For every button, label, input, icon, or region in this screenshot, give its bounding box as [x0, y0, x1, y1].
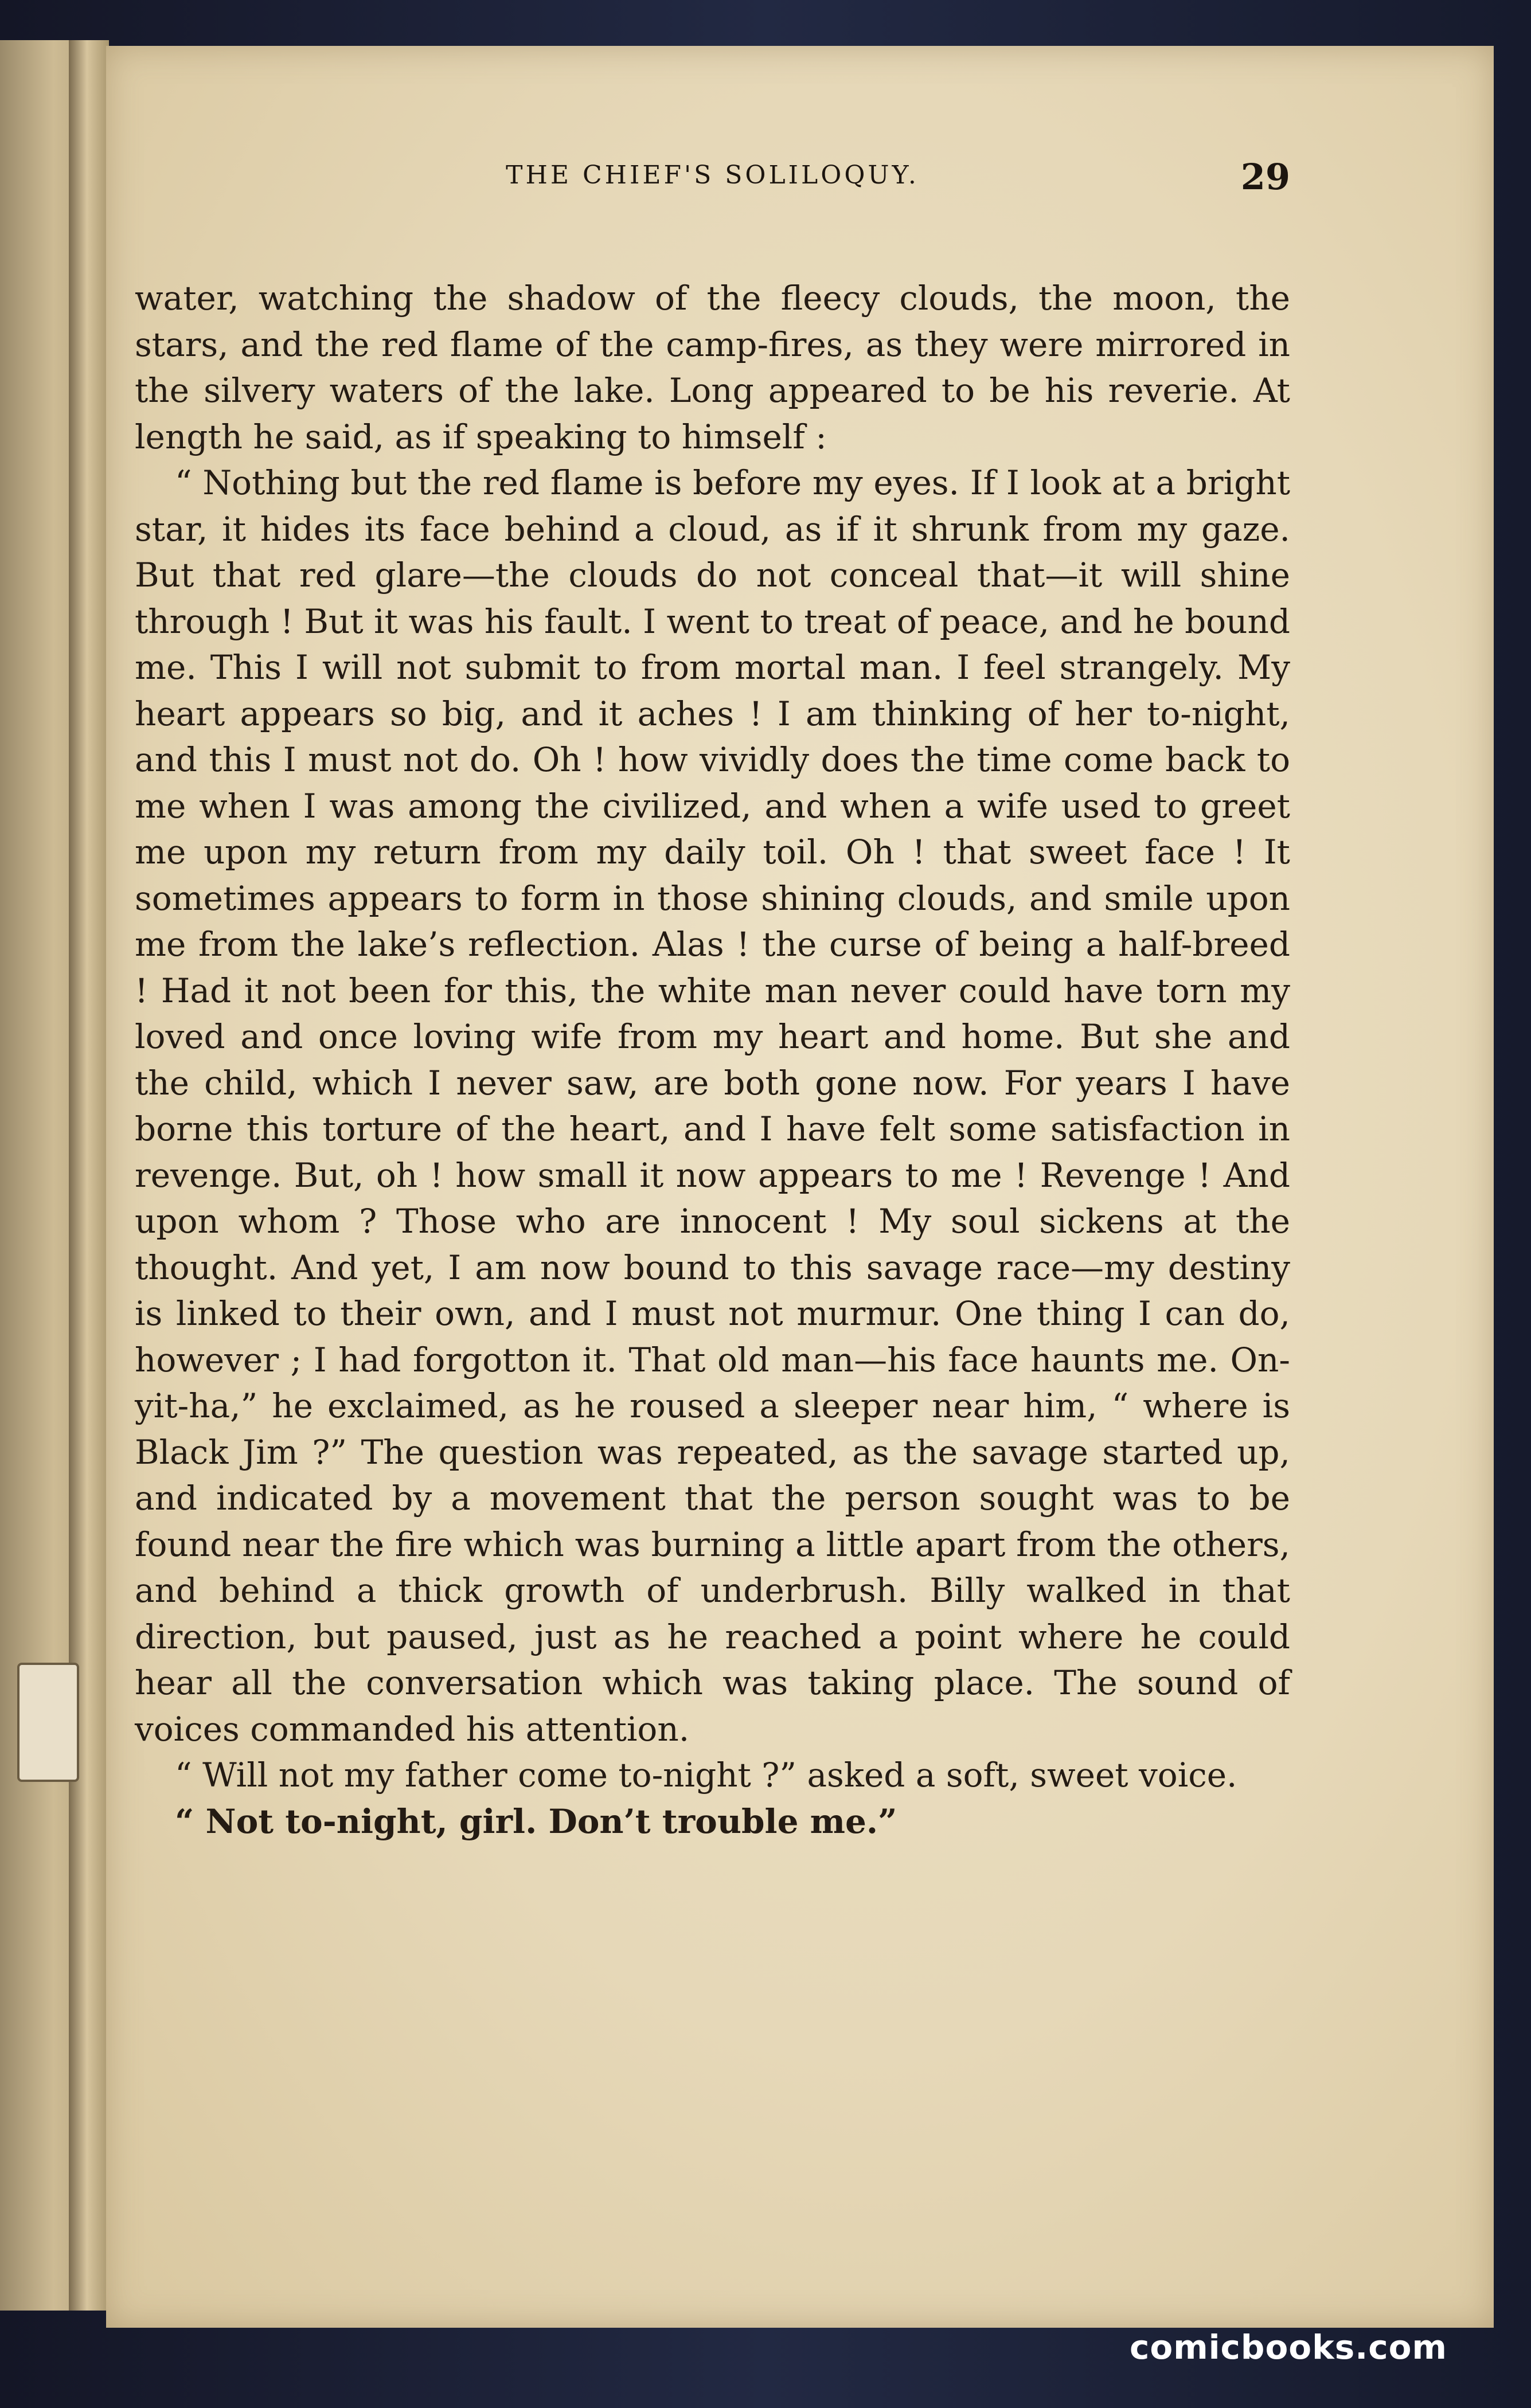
book-spine [69, 40, 109, 2311]
page-header [135, 143, 1290, 212]
paragraph-continuation: water, watching the shadow of the fleecy clouds, the moon, the stars, and the red flame of the camp-fires, as they were mirrored in the silvery waters of the lake. Long appeared to be his reverie. At length he said, as if speaking to himself : [135, 279, 1290, 456]
page-number: 29 [1240, 156, 1290, 198]
paragraph-question: “ Will not my father come to-night ?” asked a soft, sweet voice. [175, 1756, 1237, 1795]
running-head: THE CHIEF'S SOLILOQUY. [506, 161, 919, 190]
paragraph-reply: “ Not to-night, girl. Don’t trouble me.” [175, 1801, 897, 1841]
paragraph-soliloquy: “ Nothing but the red flame is before my eyes. If I look at a bright star, it hides its face behind a cloud, as if it shrunk from my gaze. But that red glare—the clouds do not conceal that—it will shine through ! But it was his fault. I went to treat of peace, and he bound me. This I will not submit to from mortal man. I feel strangely. My heart appears so big, and it aches ! I am thinking of her to-night, and this I must not do. Oh ! how vividly does the time come back to me when I was among the civilized, and when a wife used to greet me upon my return from my daily toil. Oh ! that sweet face ! It sometimes appears to form in those shining clouds, and smile upon me from the lake’s reflection. Alas ! the curse of being a half-breed ! Had it not been for this, the white man never could have torn my loved and once loving wife from my heart and home. But she and the child, which I never saw, are both gone now. For years I have borne this torture of the heart, and I have felt some satisfaction in revenge. But, oh ! how small it now appears to me ! Revenge ! And upon whom ? Those who are innocent ! My soul sickens at the thought. And yet, I am now bound to this savage race—my destiny is linked to their own, and I must not murmur. One thing I can do, however ; I had forgotton it. That old man—his face haunts me. On-yit-ha,” he exclaimed, as he roused a sleeper near him, “ where is Black Jim ?” The question was repeated, as the savage started up, and indicated by a movement that the person sought was to be found near the fire which was burning a little apart from the others, and behind a thick growth of underbrush. Billy walked in that direction, but paused, just as he reached a point where he could hear all the conversation which was taking place. The sound of voices commanded his attention. [135, 463, 1290, 1749]
watermark: comicbooks.com [1130, 2328, 1447, 2367]
body-text [135, 275, 1290, 1844]
binding-tab [17, 1663, 79, 1782]
